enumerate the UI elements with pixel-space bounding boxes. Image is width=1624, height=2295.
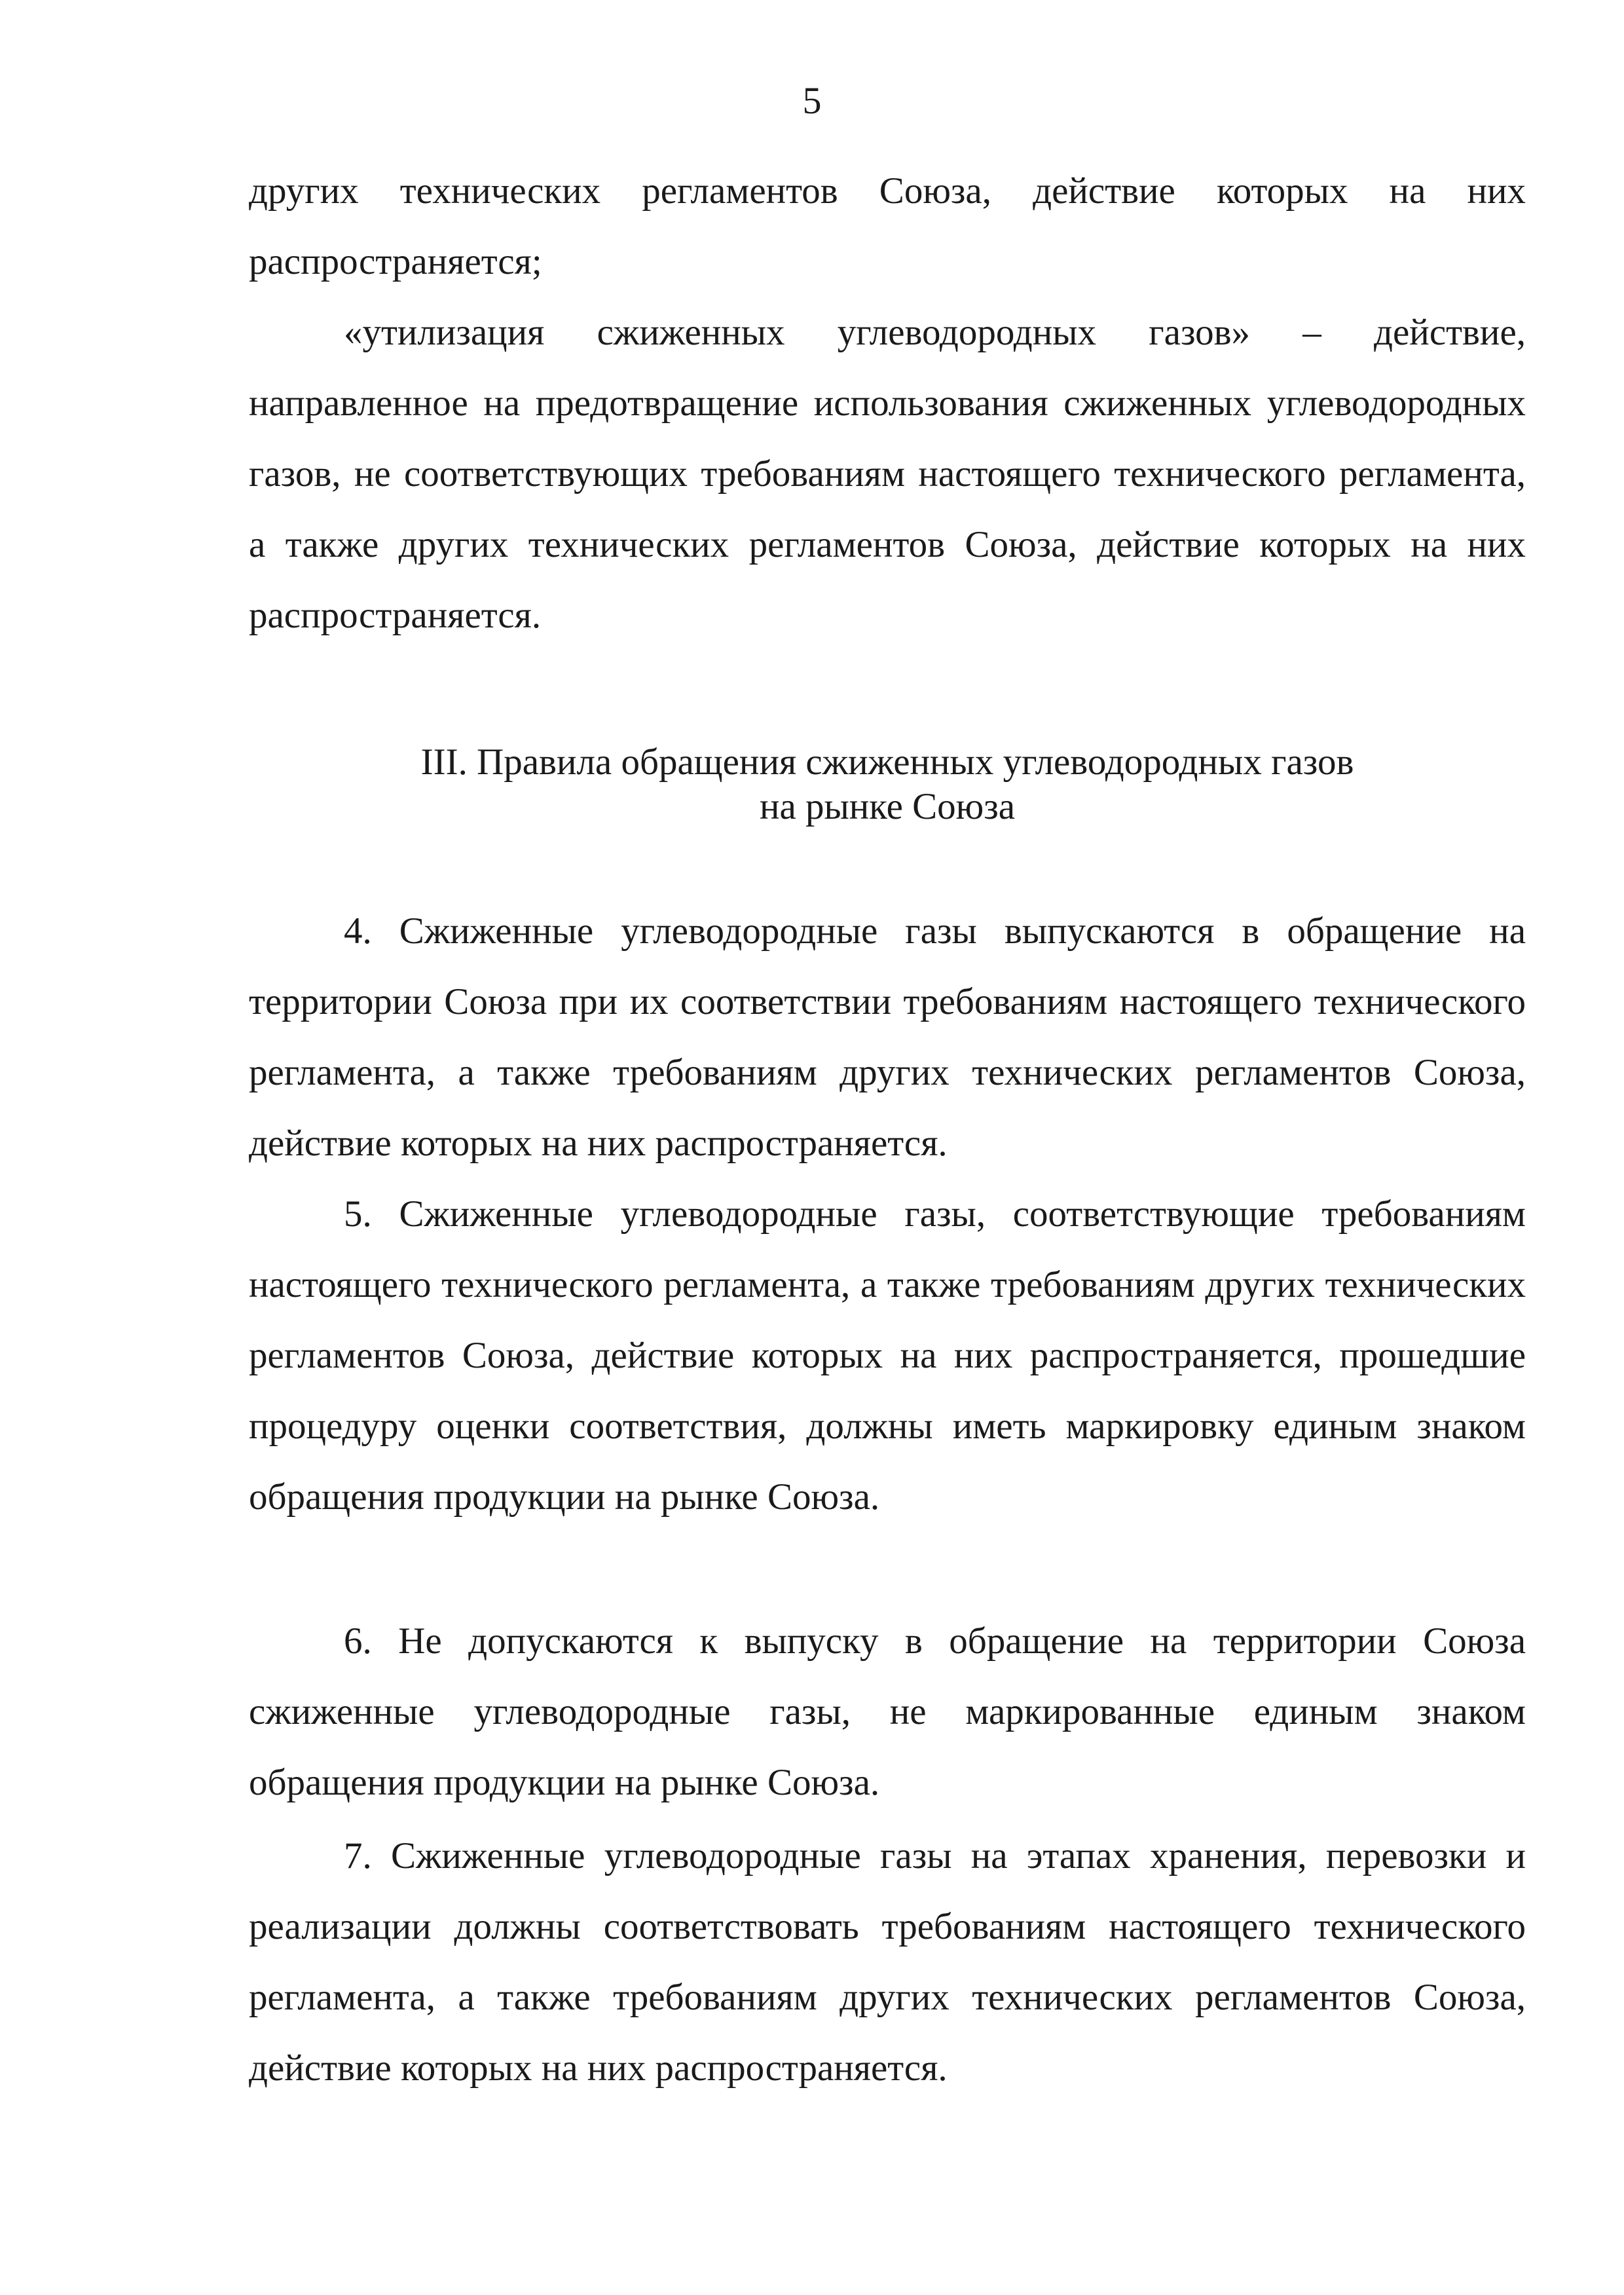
page-number: 5 — [802, 79, 822, 122]
paragraph-item-6: 6. Не допускаются к выпуску в обращение на территории Союза сжиженные углеводородные газы, не маркированные единым знаком обращения продукции на рынке Союза. — [249, 1620, 1526, 1803]
paragraph-item-7: 7. Сжиженные углеводородные газы на этапах хранения, перевозки и реализации должны соответствовать требованиям настоящего технического регламента, а также требованиям других технических регламентов Союза, действие которых на них распространяется. — [249, 1835, 1526, 2089]
paragraph-continuation: других технических регламентов Союза, действие которых на них распространяется; — [249, 170, 1526, 282]
paragraph-definition-utilization: «утилизация сжиженных углеводородных газов» – действие, направленное на предотвращение использования сжиженных углеводородных газов, не соответствующих требованиям настоящего технического регламента, а также других технических регламентов Союза, действие которых на них распространяется. — [249, 312, 1526, 636]
paragraph-item-4: 4. Сжиженные углеводородные газы выпускаются в обращение на территории Союза при их соответствии требованиям настоящего технического регламента, а также требованиям других технических регламентов Союза, действие которых на них распространяется. — [249, 910, 1526, 1164]
section-heading-line-2: на рынке Союза — [759, 786, 1016, 827]
section-heading-line-1: III. Правила обращения сжиженных углеводородных газов — [420, 741, 1354, 783]
paragraph-item-5: 5. Сжиженные углеводородные газы, соответствующие требованиям настоящего технического регламента, а также требованиям других технических регламентов Союза, действие которых на них распространяется, прошедшие процедуру оценки соответствия, должны иметь маркировку единым знаком обращения продукции на рынке Союза. — [249, 1193, 1526, 1518]
section-heading — [249, 740, 1526, 829]
